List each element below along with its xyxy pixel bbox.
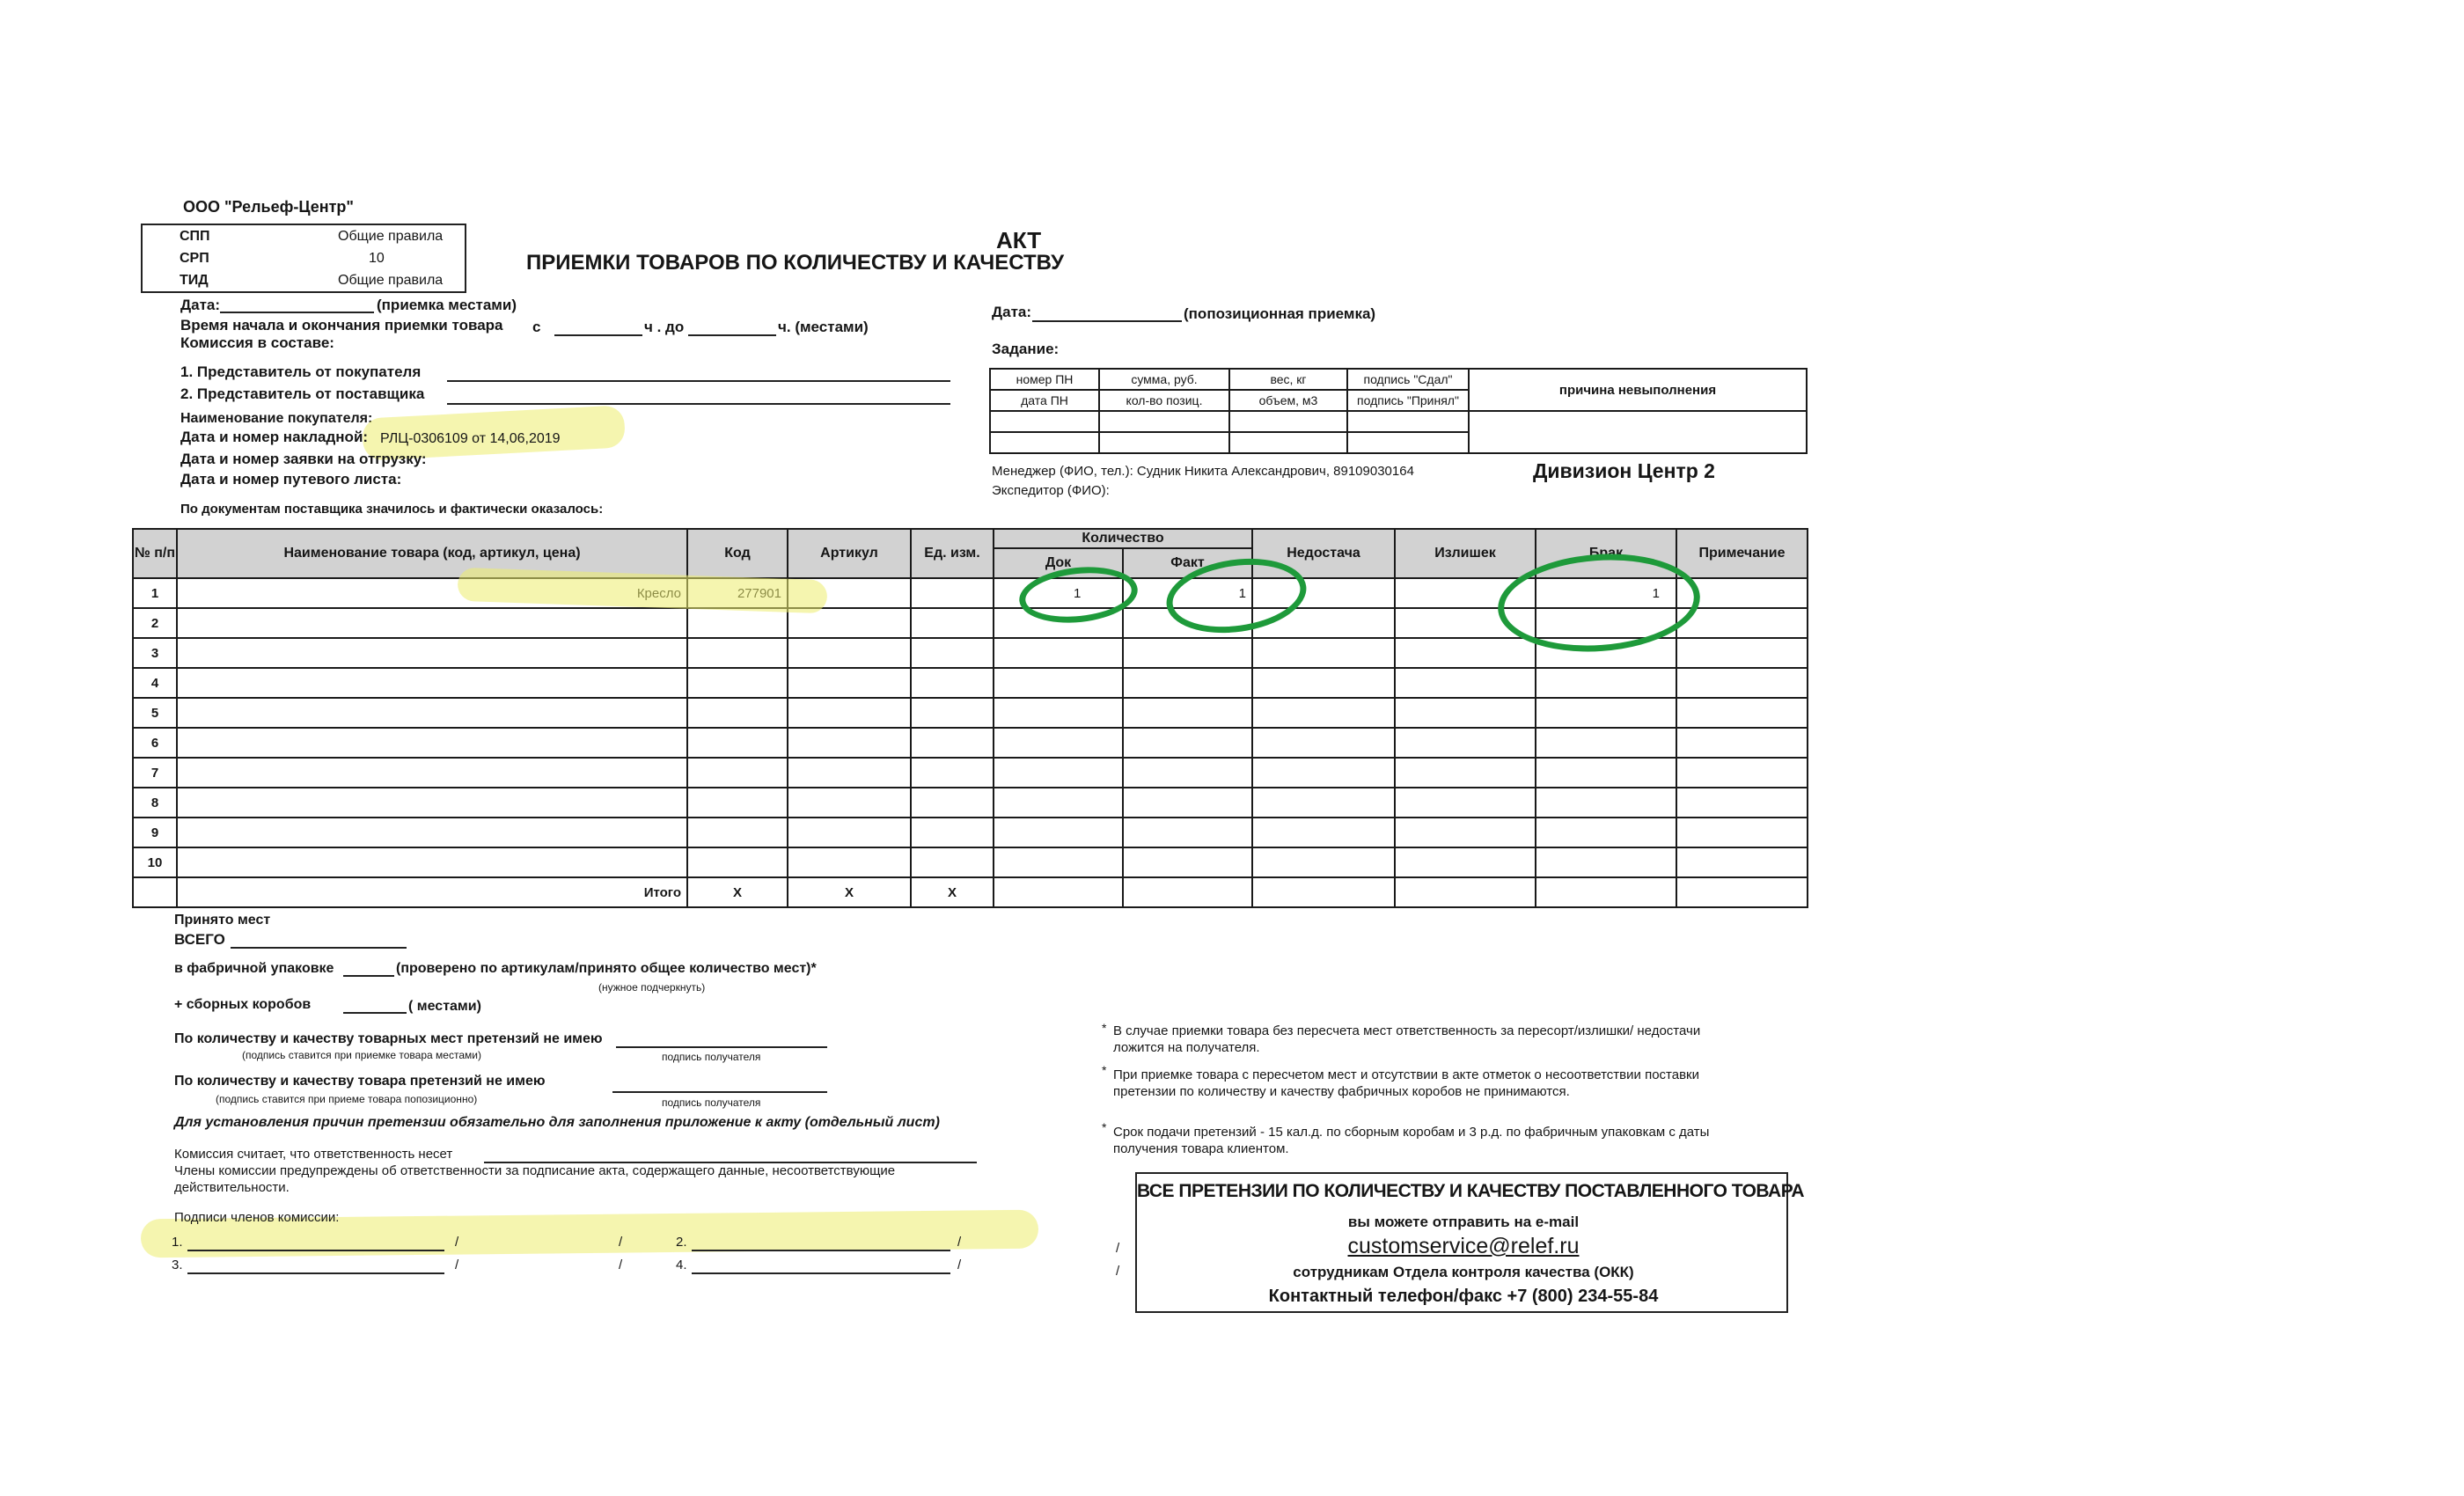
row-name[interactable]: [177, 638, 687, 668]
note-star: *: [1102, 1063, 1107, 1077]
no-claims-goods-note: (подпись ставится при приеме товара попозиционно): [216, 1093, 478, 1105]
time-start-field[interactable]: [554, 334, 642, 336]
row-num: 9: [133, 818, 177, 847]
sig-num-4: 4.: [676, 1258, 687, 1272]
row-num: 7: [133, 758, 177, 788]
manager-info: Менеджер (ФИО, тел.): Судник Никита Александрович, 89109030164: [992, 464, 1414, 479]
row-code[interactable]: [687, 728, 788, 758]
task-label: Задание:: [992, 341, 1060, 357]
row-defect[interactable]: [1536, 847, 1676, 877]
table-row: [133, 847, 1808, 877]
row-num: 5: [133, 698, 177, 728]
row-article[interactable]: [788, 788, 911, 818]
row-doc[interactable]: [994, 818, 1123, 847]
row-fact[interactable]: [1123, 668, 1252, 698]
col-num-header: № п/п: [133, 529, 177, 578]
total-empty: [133, 877, 177, 907]
col-shortage-header: Недостача: [1252, 529, 1395, 578]
sig-slash: /: [455, 1235, 459, 1250]
task-cell[interactable]: [1099, 432, 1229, 453]
row-fact[interactable]: 1: [1123, 578, 1252, 608]
stamp-label: СПП: [180, 228, 210, 244]
col-code-header: Код: [687, 529, 788, 578]
rep-buyer-label: 1. Представитель от покупателя: [180, 363, 422, 380]
waybill-label: Дата и номер путевого листа:: [180, 471, 402, 488]
stamp-value: Общие правила: [338, 228, 444, 244]
row-shortage[interactable]: [1252, 847, 1395, 877]
col-unit-header: Ед. изм.: [911, 529, 994, 578]
boxes-label: + сборных коробов: [174, 997, 312, 1012]
row-article[interactable]: [788, 698, 911, 728]
row-name[interactable]: [177, 818, 687, 847]
row-shortage[interactable]: [1252, 668, 1395, 698]
sig-slash: /: [957, 1235, 962, 1250]
row-defect[interactable]: [1536, 818, 1676, 847]
note-star: *: [1102, 1120, 1107, 1134]
task-cell[interactable]: [990, 432, 1099, 453]
time-end-field[interactable]: [688, 334, 776, 336]
row-note[interactable]: [1676, 847, 1808, 877]
row-unit[interactable]: [911, 668, 994, 698]
table-row: [133, 788, 1808, 818]
signatures-label: Подписи членов комиссии:: [174, 1210, 340, 1225]
responsibility-label: Комиссия считает, что ответственность несет: [174, 1147, 453, 1162]
row-surplus[interactable]: [1395, 668, 1536, 698]
task-header: дата ПН: [990, 390, 1099, 411]
contact-department: сотрудникам Отдела контроля качества (ОКК): [1293, 1264, 1634, 1280]
shipment-label: Дата и номер заявки на отгрузку:: [180, 451, 427, 467]
no-claims-goods: По количеству и качеству товара претензий не имею: [174, 1074, 546, 1089]
sig-slash: /: [1116, 1264, 1120, 1279]
act-title: АКТ: [996, 227, 1042, 253]
note2-line1: При приемке товара с пересчетом мест и отсутствии в акте отметок о несоответствии поставки: [1113, 1067, 1699, 1082]
table-row: [133, 728, 1808, 758]
row-code[interactable]: [687, 638, 788, 668]
row-note[interactable]: [1676, 758, 1808, 788]
row-note[interactable]: [1676, 728, 1808, 758]
row-unit[interactable]: [911, 698, 994, 728]
row-doc[interactable]: [994, 728, 1123, 758]
task-reason-header: причина невыполнения: [1469, 369, 1807, 411]
boxes-suffix: ( местами): [408, 999, 481, 1014]
boxes-field[interactable]: [343, 1012, 407, 1014]
table-row: [133, 698, 1808, 728]
row-name[interactable]: [177, 728, 687, 758]
stamp-value: 10: [369, 250, 385, 266]
row-name[interactable]: [177, 698, 687, 728]
factory-pack-label: в фабричной упаковке: [174, 961, 334, 976]
note3-line2: получения товара клиентом.: [1113, 1141, 1289, 1156]
row-fact[interactable]: [1123, 698, 1252, 728]
task-cell[interactable]: [990, 411, 1099, 432]
row-code[interactable]: [687, 608, 788, 638]
total-shortage[interactable]: [1252, 877, 1395, 907]
row-num: 3: [133, 638, 177, 668]
reasons-note: Для установления причин претензии обязательно для заполнения приложение к акту (отдельный лист): [174, 1115, 940, 1130]
commission-label: Комиссия в составе:: [180, 334, 334, 351]
row-name[interactable]: [177, 608, 687, 638]
task-cell[interactable]: [1347, 432, 1469, 453]
row-num: 4: [133, 668, 177, 698]
row-defect[interactable]: [1536, 668, 1676, 698]
time-end-label: ч. (местами): [778, 319, 869, 335]
row-unit[interactable]: [911, 638, 994, 668]
row-unit[interactable]: [911, 847, 994, 877]
contact-box: [1135, 1172, 1805, 1313]
sig-slash: /: [1116, 1241, 1120, 1256]
stamp-label: СРП: [180, 250, 209, 266]
warning-line1: Члены комиссии предупреждены об ответственности за подписание акта, содержащего данные, несоответствующие: [174, 1163, 896, 1178]
sig-field-3[interactable]: [187, 1272, 444, 1274]
row-name[interactable]: [177, 847, 687, 877]
row-doc[interactable]: [994, 638, 1123, 668]
note-star: *: [1102, 1021, 1107, 1035]
row-shortage[interactable]: [1252, 728, 1395, 758]
task-header: сумма, руб.: [1099, 369, 1229, 390]
sig-field-1[interactable]: [187, 1250, 444, 1251]
row-fact[interactable]: [1123, 847, 1252, 877]
row-num: 10: [133, 847, 177, 877]
total-x: Х: [788, 877, 911, 907]
note1-line1: В случае приемки товара без пересчета мест ответственность за пересорт/излишки/ недостачи: [1113, 1023, 1701, 1038]
sig-field-2[interactable]: [692, 1250, 950, 1251]
row-shortage[interactable]: [1252, 818, 1395, 847]
time-from: с: [532, 319, 541, 335]
task-header: кол-во позиц.: [1099, 390, 1229, 411]
row-note[interactable]: [1676, 818, 1808, 847]
row-note[interactable]: [1676, 608, 1808, 638]
expeditor-info: Экспедитор (ФИО):: [992, 483, 1110, 498]
row-surplus[interactable]: [1395, 847, 1536, 877]
row-name[interactable]: [177, 788, 687, 818]
task-cell[interactable]: [1229, 432, 1347, 453]
row-fact[interactable]: [1123, 638, 1252, 668]
date-field-line[interactable]: [220, 312, 374, 313]
no-claims-goods-signature[interactable]: [612, 1091, 827, 1093]
task-cell[interactable]: [1229, 411, 1347, 432]
note1-line2: ложится на получателя.: [1113, 1040, 1260, 1055]
sig-num-1: 1.: [172, 1235, 183, 1250]
sig-slash: /: [619, 1258, 623, 1272]
time-to: ч . до: [644, 319, 685, 335]
total-fact[interactable]: [1123, 877, 1252, 907]
row-num: 1: [133, 578, 177, 608]
factory-pack-field[interactable]: [343, 975, 394, 977]
stamp-value: Общие правила: [338, 272, 444, 288]
row-unit[interactable]: [911, 728, 994, 758]
note3-line1: Срок подачи претензий - 15 кал.д. по сборным коробам и 3 р.д. по фабричным упаковкам с даты: [1113, 1125, 1710, 1140]
row-code[interactable]: [687, 668, 788, 698]
rep-buyer-field[interactable]: [447, 380, 950, 382]
col-article-header: Артикул: [788, 529, 911, 578]
row-defect[interactable]: 1: [1536, 578, 1676, 608]
right-date-label: Дата:: [992, 304, 1032, 320]
stamp-box: [141, 224, 466, 293]
row-surplus[interactable]: [1395, 638, 1536, 668]
row-shortage[interactable]: [1252, 638, 1395, 668]
row-code[interactable]: [687, 758, 788, 788]
contact-title: ВСЕ ПРЕТЕНЗИИ ПО КОЛИЧЕСТВУ И КАЧЕСТВУ ПОСТАВЛЕННОГО ТОВАРА: [1137, 1181, 1805, 1201]
task-header: номер ПН: [990, 369, 1099, 390]
row-note[interactable]: [1676, 638, 1808, 668]
table-row: [133, 668, 1808, 698]
row-surplus[interactable]: [1395, 818, 1536, 847]
task-table: [989, 368, 1808, 454]
col-defect-header: Брак: [1536, 529, 1676, 578]
row-defect[interactable]: [1536, 698, 1676, 728]
row-fact[interactable]: [1123, 788, 1252, 818]
division-name: Дивизион Центр 2: [1533, 459, 1715, 482]
total-defect[interactable]: [1536, 877, 1676, 907]
right-date-suffix: (попозиционная приемка): [1184, 305, 1376, 322]
invoice-value: РЛЦ-0306109 от 14,06,2019: [380, 431, 561, 446]
col-note-header: Примечание: [1676, 529, 1808, 578]
accepted-places-label: Принято мест: [174, 913, 271, 928]
task-header: подпись "Сдал": [1347, 369, 1469, 390]
sig-field-4[interactable]: [692, 1272, 950, 1274]
row-code[interactable]: [687, 698, 788, 728]
total-label: Итого: [177, 877, 687, 907]
task-header: вес, кг: [1229, 369, 1347, 390]
row-unit[interactable]: [911, 608, 994, 638]
total-x: Х: [911, 877, 994, 907]
row-fact[interactable]: [1123, 818, 1252, 847]
row-unit[interactable]: [911, 788, 994, 818]
no-claims-places: По количеству и качеству товарных мест претензий не имею: [174, 1031, 603, 1046]
sig-slash: /: [455, 1258, 459, 1272]
row-num: 8: [133, 788, 177, 818]
row-doc[interactable]: [994, 758, 1123, 788]
col-fact-header: Факт: [1123, 548, 1252, 578]
total-x: Х: [687, 877, 788, 907]
row-code[interactable]: [687, 788, 788, 818]
row-code[interactable]: [687, 818, 788, 847]
row-code[interactable]: [687, 847, 788, 877]
recipient-signature-caption: подпись получателя: [662, 1051, 761, 1063]
row-fact[interactable]: [1123, 758, 1252, 788]
contact-send-to: вы можете отправить на e-mail: [1347, 1214, 1580, 1230]
contact-phone: Контактный телефон/факс +7 (800) 234-55-84: [1268, 1287, 1659, 1306]
row-doc[interactable]: 1: [994, 578, 1123, 608]
row-defect[interactable]: [1536, 788, 1676, 818]
recipient-signature-caption: подпись получателя: [662, 1096, 761, 1109]
table-row: [133, 758, 1808, 788]
docs-label: По документам поставщика значилось и фактически оказалось:: [180, 502, 604, 517]
total-note[interactable]: [1676, 877, 1808, 907]
row-note[interactable]: [1676, 668, 1808, 698]
col-quantity-header: Количество: [994, 529, 1252, 548]
row-article[interactable]: [788, 728, 911, 758]
row-num: 2: [133, 608, 177, 638]
row-unit[interactable]: [911, 578, 994, 608]
sig-slash: /: [957, 1258, 962, 1272]
row-defect[interactable]: [1536, 758, 1676, 788]
row-article[interactable]: [788, 758, 911, 788]
rep-supplier-label: 2. Представитель от поставщика: [180, 385, 425, 402]
task-cell[interactable]: [1099, 411, 1229, 432]
time-label: Время начала и окончания приемки товара: [180, 317, 503, 334]
row-doc[interactable]: [994, 788, 1123, 818]
sig-num-3: 3.: [172, 1258, 183, 1272]
row-shortage[interactable]: [1252, 788, 1395, 818]
no-claims-places-note: (подпись ставится при приемке товара местами): [242, 1049, 481, 1061]
task-reason-cell[interactable]: [1469, 411, 1807, 453]
total-doc[interactable]: [994, 877, 1123, 907]
sig-slash: /: [619, 1235, 623, 1250]
right-date-field[interactable]: [1032, 320, 1182, 322]
underline-note: (нужное подчеркнуть): [598, 981, 706, 994]
row-doc[interactable]: [994, 668, 1123, 698]
note2-line2: претензии по количеству и качеству фабричных коробов не принимаются.: [1113, 1084, 1570, 1099]
col-surplus-header: Излишек: [1395, 529, 1536, 578]
task-cell[interactable]: [1347, 411, 1469, 432]
row-name[interactable]: [177, 758, 687, 788]
task-header: подпись "Принял": [1347, 390, 1469, 411]
row-note[interactable]: [1676, 788, 1808, 818]
contact-email[interactable]: customservice@relef.ru: [1347, 1234, 1580, 1258]
factory-pack-note: (проверено по артикулам/принято общее количество мест)*: [396, 961, 817, 976]
company-name: ООО "Рельеф-Центр": [183, 198, 354, 216]
row-name[interactable]: [177, 668, 687, 698]
row-unit[interactable]: [911, 758, 994, 788]
row-note[interactable]: [1676, 698, 1808, 728]
sig-num-2: 2.: [676, 1235, 687, 1250]
no-claims-places-signature[interactable]: [616, 1046, 827, 1048]
row-surplus[interactable]: [1395, 788, 1536, 818]
buyer-name-label: Наименование покупателя:: [180, 411, 373, 426]
warning-line2: действительности.: [174, 1180, 290, 1195]
row-doc[interactable]: [994, 847, 1123, 877]
act-subtitle: ПРИЕМКИ ТОВАРОВ ПО КОЛИЧЕСТВУ И КАЧЕСТВУ: [526, 251, 1064, 275]
row-defect[interactable]: [1536, 728, 1676, 758]
row-surplus[interactable]: [1395, 728, 1536, 758]
row-article[interactable]: [788, 847, 911, 877]
total-surplus[interactable]: [1395, 877, 1536, 907]
col-name-header: Наименование товара (код, артикул, цена): [177, 529, 687, 578]
total-places-label: ВСЕГО: [174, 931, 225, 948]
invoice-label: Дата и номер накладной:: [180, 429, 369, 445]
row-article[interactable]: [788, 638, 911, 668]
row-num: 6: [133, 728, 177, 758]
row-shortage[interactable]: [1252, 758, 1395, 788]
row-shortage[interactable]: [1252, 698, 1395, 728]
row-fact[interactable]: [1123, 728, 1252, 758]
task-header: объем, м3: [1229, 390, 1347, 411]
date-label: Дата:: [180, 297, 221, 313]
table-row: [133, 818, 1808, 847]
date-suffix: (приемка местами): [377, 297, 517, 313]
row-doc[interactable]: [994, 698, 1123, 728]
row-unit[interactable]: [911, 818, 994, 847]
total-places-field[interactable]: [231, 947, 407, 949]
row-surplus[interactable]: [1395, 698, 1536, 728]
col-doc-header: Док: [994, 548, 1123, 578]
stamp-label: ТИД: [180, 272, 209, 288]
rep-supplier-field[interactable]: [447, 403, 950, 405]
row-article[interactable]: [788, 818, 911, 847]
row-article[interactable]: [788, 668, 911, 698]
row-surplus[interactable]: [1395, 758, 1536, 788]
